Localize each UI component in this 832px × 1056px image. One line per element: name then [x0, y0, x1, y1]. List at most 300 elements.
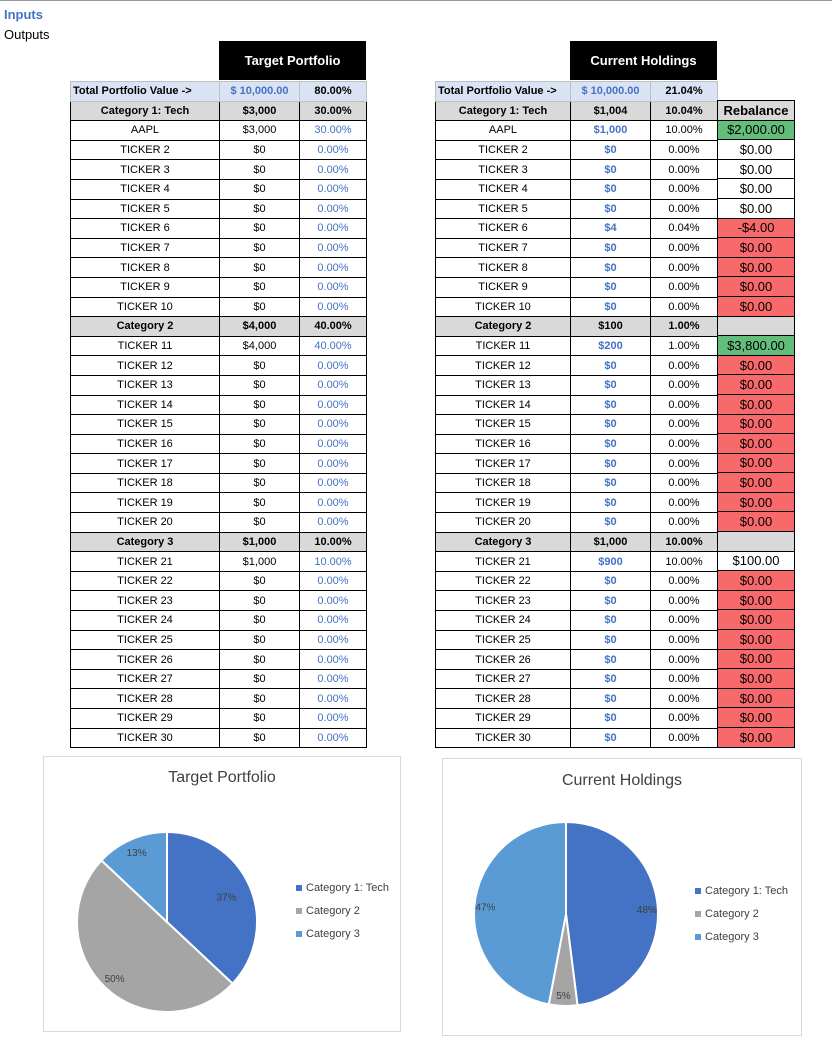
- table-row: [71, 277, 367, 297]
- ticker-name: TICKER 19: [436, 493, 571, 513]
- ticker-name[interactable]: TICKER 10: [71, 297, 220, 317]
- target-percent: 0.00%: [300, 219, 367, 239]
- target-value[interactable]: $0: [220, 493, 300, 513]
- table-row: [436, 199, 718, 219]
- rebalance-amount: $0.00: [718, 179, 795, 199]
- ticker-name[interactable]: TICKER 2: [71, 140, 220, 160]
- table-row: [436, 571, 718, 591]
- ticker-name[interactable]: TICKER 27: [71, 669, 220, 689]
- rebalance-row: [718, 238, 795, 258]
- current-value[interactable]: $0: [571, 415, 651, 435]
- legend-swatch-icon: [296, 908, 302, 914]
- legend-entry: [296, 882, 389, 894]
- ticker-name: TICKER 4: [436, 179, 571, 199]
- target-percent: 0.00%: [300, 493, 367, 513]
- current-value[interactable]: $0: [571, 277, 651, 297]
- current-value[interactable]: $0: [571, 454, 651, 474]
- current-value[interactable]: $0: [571, 689, 651, 709]
- table-row: [71, 591, 367, 611]
- target-value[interactable]: $0: [220, 375, 300, 395]
- current-percent: 10.00%: [651, 121, 718, 141]
- target-percent: 10.00%: [300, 532, 367, 552]
- rebalance-row: [718, 492, 795, 512]
- table-row: [71, 552, 367, 572]
- pie-data-label: 13%: [126, 847, 147, 859]
- current-percent: 0.00%: [651, 473, 718, 493]
- rebalance-amount: [718, 532, 795, 552]
- target-value[interactable]: $0: [220, 513, 300, 533]
- target-percent: 0.00%: [300, 179, 367, 199]
- table-row: [436, 513, 718, 533]
- current-percent: 0.00%: [651, 434, 718, 454]
- target-value[interactable]: $0: [220, 630, 300, 650]
- table-row: [436, 160, 718, 180]
- current-percent: 0.00%: [651, 297, 718, 317]
- table-row: [71, 336, 367, 356]
- current-value[interactable]: $0: [571, 709, 651, 729]
- current-percent: 0.00%: [651, 160, 718, 180]
- ticker-name[interactable]: TICKER 28: [71, 689, 220, 709]
- rebalance-row: [718, 375, 795, 395]
- target-percent: 30.00%: [300, 101, 367, 121]
- target-value[interactable]: $0: [220, 454, 300, 474]
- ticker-name[interactable]: TICKER 29: [71, 709, 220, 729]
- current-total-pct: 21.04%: [651, 82, 718, 102]
- target-value[interactable]: $1,000: [220, 552, 300, 572]
- target-value[interactable]: $0: [220, 571, 300, 591]
- rebalance-row: [718, 120, 795, 140]
- current-value[interactable]: $0: [571, 395, 651, 415]
- pie-data-label: 50%: [104, 973, 125, 985]
- target-pie-svg: [44, 757, 402, 1033]
- rebalance-amount: $0.00: [718, 649, 795, 669]
- ticker-name: TICKER 30: [436, 728, 571, 748]
- current-percent: 0.00%: [651, 571, 718, 591]
- target-percent: 0.00%: [300, 238, 367, 258]
- rebalance-row: [718, 453, 795, 473]
- target-value[interactable]: $0: [220, 277, 300, 297]
- current-percent: 0.00%: [651, 513, 718, 533]
- current-percent: 0.00%: [651, 140, 718, 160]
- ticker-name: TICKER 9: [436, 277, 571, 297]
- current-percent: 0.00%: [651, 611, 718, 631]
- legend-entry: [695, 908, 759, 920]
- ticker-name[interactable]: TICKER 6: [71, 219, 220, 239]
- ticker-name[interactable]: TICKER 23: [71, 591, 220, 611]
- ticker-name[interactable]: TICKER 18: [71, 473, 220, 493]
- outputs-label: Outputs: [4, 27, 50, 42]
- rebalance-header: Rebalance: [718, 101, 795, 121]
- target-percent: 0.00%: [300, 709, 367, 729]
- target-percent: 0.00%: [300, 454, 367, 474]
- rebalance-amount: $3,800.00: [718, 336, 795, 356]
- rebalance-amount: $0.00: [718, 277, 795, 297]
- current-percent: 0.00%: [651, 258, 718, 278]
- target-percent: 0.00%: [300, 415, 367, 435]
- current-value[interactable]: $0: [571, 179, 651, 199]
- rebalance-amount: $0.00: [718, 492, 795, 512]
- current-value[interactable]: $0: [571, 513, 651, 533]
- target-value[interactable]: $0: [220, 650, 300, 670]
- current-value[interactable]: $0: [571, 297, 651, 317]
- rebalance-row: [718, 590, 795, 610]
- target-percent: 0.00%: [300, 630, 367, 650]
- target-percent: 0.00%: [300, 689, 367, 709]
- current-percent: 0.00%: [651, 375, 718, 395]
- legend-entry: [695, 931, 759, 943]
- table-row: [71, 258, 367, 278]
- ticker-name: TICKER 11: [436, 336, 571, 356]
- target-portfolio-chart[interactable]: [43, 756, 401, 1032]
- current-value[interactable]: $0: [571, 140, 651, 160]
- ticker-name: TICKER 12: [436, 356, 571, 376]
- category-row: [436, 532, 718, 552]
- rebalance-amount: -$4.00: [718, 218, 795, 238]
- table-row: [71, 356, 367, 376]
- current-value[interactable]: $0: [571, 571, 651, 591]
- target-percent: 0.00%: [300, 356, 367, 376]
- current-percent: 10.04%: [651, 101, 718, 121]
- ticker-name[interactable]: TICKER 7: [71, 238, 220, 258]
- rebalance-row: [718, 159, 795, 179]
- table-row: [71, 571, 367, 591]
- target-value[interactable]: $0: [220, 415, 300, 435]
- current-value[interactable]: $0: [571, 238, 651, 258]
- current-percent: 0.00%: [651, 591, 718, 611]
- rebalance-row: [718, 198, 795, 218]
- current-value: $100: [571, 317, 651, 337]
- current-percent: 0.00%: [651, 395, 718, 415]
- ticker-name[interactable]: AAPL: [71, 121, 220, 141]
- table-row: [436, 140, 718, 160]
- current-percent: 0.00%: [651, 709, 718, 729]
- ticker-name: TICKER 16: [436, 434, 571, 454]
- inputs-label: Inputs: [4, 7, 43, 22]
- category-row: [436, 317, 718, 337]
- rebalance-row: [718, 551, 795, 571]
- rebalance-amount: $0.00: [718, 473, 795, 493]
- table-row: [436, 434, 718, 454]
- table-row: [436, 591, 718, 611]
- table-row: [436, 709, 718, 729]
- current-holdings-table: [435, 81, 718, 748]
- table-row: [71, 179, 367, 199]
- rebalance-column: [717, 100, 795, 748]
- ticker-name[interactable]: TICKER 8: [71, 258, 220, 278]
- target-value[interactable]: $3,000: [220, 121, 300, 141]
- pie-data-label: 47%: [475, 902, 496, 914]
- target-percent: 0.00%: [300, 611, 367, 631]
- target-value[interactable]: $0: [220, 199, 300, 219]
- current-value: $1,004: [571, 101, 651, 121]
- current-percent: 1.00%: [651, 317, 718, 337]
- rebalance-amount: $0.00: [718, 571, 795, 591]
- ticker-name[interactable]: TICKER 16: [71, 434, 220, 454]
- table-row: [71, 121, 367, 141]
- rebalance-amount: $0.00: [718, 296, 795, 316]
- rebalance-amount: $0.00: [718, 198, 795, 218]
- ticker-name: TICKER 17: [436, 454, 571, 474]
- rebalance-amount: $0.00: [718, 512, 795, 532]
- current-value[interactable]: $200: [571, 336, 651, 356]
- target-value[interactable]: $0: [220, 473, 300, 493]
- ticker-name[interactable]: TICKER 12: [71, 356, 220, 376]
- target-value[interactable]: $0: [220, 395, 300, 415]
- current-value[interactable]: $0: [571, 728, 651, 748]
- target-percent: 0.00%: [300, 277, 367, 297]
- target-value[interactable]: $0: [220, 140, 300, 160]
- rebalance-row: [718, 708, 795, 728]
- current-value[interactable]: $0: [571, 258, 651, 278]
- target-percent: 0.00%: [300, 199, 367, 219]
- rebalance-amount: $0.00: [718, 688, 795, 708]
- target-value[interactable]: $0: [220, 356, 300, 376]
- target-value[interactable]: $0: [220, 179, 300, 199]
- table-row: [71, 160, 367, 180]
- category-row: [436, 101, 718, 121]
- table-row: [436, 121, 718, 141]
- ticker-name[interactable]: TICKER 22: [71, 571, 220, 591]
- rebalance-row: [718, 101, 795, 121]
- target-value[interactable]: $0: [220, 434, 300, 454]
- chart-title: Current Holdings: [561, 772, 683, 789]
- current-value[interactable]: $0: [571, 375, 651, 395]
- ticker-name: TICKER 8: [436, 258, 571, 278]
- rebalance-amount: $0.00: [718, 257, 795, 277]
- ticker-name[interactable]: TICKER 24: [71, 611, 220, 631]
- rebalance-amount: $0.00: [718, 669, 795, 689]
- ticker-name[interactable]: TICKER 25: [71, 630, 220, 650]
- table-row: [436, 395, 718, 415]
- ticker-name: TICKER 26: [436, 650, 571, 670]
- ticker-name: TICKER 6: [436, 219, 571, 239]
- table-row: [436, 356, 718, 376]
- ticker-name[interactable]: TICKER 26: [71, 650, 220, 670]
- rebalance-row: [718, 218, 795, 238]
- table-row: [436, 669, 718, 689]
- chart-title: Target Portfolio: [168, 769, 276, 786]
- ticker-name[interactable]: TICKER 13: [71, 375, 220, 395]
- target-value[interactable]: $0: [220, 669, 300, 689]
- current-value[interactable]: $0: [571, 473, 651, 493]
- rebalance-row: [718, 649, 795, 669]
- ticker-name: Category 3: [71, 532, 220, 552]
- table-row: [71, 415, 367, 435]
- target-value[interactable]: $0: [220, 160, 300, 180]
- table-row: [71, 434, 367, 454]
- current-percent: 0.00%: [651, 689, 718, 709]
- legend-label: Category 1: Tech: [705, 885, 788, 897]
- current-percent: 0.00%: [651, 630, 718, 650]
- ticker-name: TICKER 5: [436, 199, 571, 219]
- rebalance-amount: $0.00: [718, 590, 795, 610]
- target-percent: 30.00%: [300, 121, 367, 141]
- ticker-name[interactable]: TICKER 5: [71, 199, 220, 219]
- table-row: [71, 375, 367, 395]
- legend-swatch-icon: [296, 931, 302, 937]
- ticker-name[interactable]: TICKER 4: [71, 179, 220, 199]
- current-percent: 0.00%: [651, 179, 718, 199]
- rebalance-amount: $0.00: [718, 453, 795, 473]
- table-row: [436, 277, 718, 297]
- current-percent: 0.00%: [651, 728, 718, 748]
- current-value[interactable]: $0: [571, 650, 651, 670]
- table-row: [436, 415, 718, 435]
- rebalance-amount: $0.00: [718, 708, 795, 728]
- current-percent: 0.00%: [651, 415, 718, 435]
- legend-swatch-icon: [695, 888, 701, 894]
- current-percent: 1.00%: [651, 336, 718, 356]
- ticker-name[interactable]: TICKER 21: [71, 552, 220, 572]
- target-value: $1,000: [220, 532, 300, 552]
- ticker-name[interactable]: TICKER 3: [71, 160, 220, 180]
- current-value: $1,000: [571, 532, 651, 552]
- target-percent: 40.00%: [300, 336, 367, 356]
- current-value[interactable]: $0: [571, 591, 651, 611]
- target-percent: 0.00%: [300, 669, 367, 689]
- rebalance-amount: $0.00: [718, 355, 795, 375]
- target-value[interactable]: $0: [220, 728, 300, 748]
- table-row: [436, 630, 718, 650]
- rebalance-row: [718, 316, 795, 336]
- target-percent: 0.00%: [300, 571, 367, 591]
- table-row: [436, 689, 718, 709]
- legend-entry: [296, 928, 360, 940]
- current-percent: 0.00%: [651, 669, 718, 689]
- current-total-value: $ 10,000.00: [571, 82, 651, 102]
- current-pie-svg: [443, 759, 803, 1037]
- category-row: [71, 317, 367, 337]
- table-row: [71, 199, 367, 219]
- rebalance-row: [718, 532, 795, 552]
- ticker-name: TICKER 28: [436, 689, 571, 709]
- table-row: [71, 140, 367, 160]
- target-portfolio-table: [70, 81, 367, 748]
- ticker-name[interactable]: TICKER 11: [71, 336, 220, 356]
- current-value[interactable]: $0: [571, 611, 651, 631]
- rebalance-amount: $0.00: [718, 728, 795, 748]
- target-value[interactable]: $0: [220, 297, 300, 317]
- ticker-name: TICKER 21: [436, 552, 571, 572]
- rebalance-row: [718, 414, 795, 434]
- current-value[interactable]: $900: [571, 552, 651, 572]
- target-value[interactable]: $4,000: [220, 336, 300, 356]
- current-percent: 10.00%: [651, 532, 718, 552]
- category-row: [71, 101, 367, 121]
- ticker-name: TICKER 22: [436, 571, 571, 591]
- rebalance-amount: $0.00: [718, 610, 795, 630]
- target-percent: 0.00%: [300, 434, 367, 454]
- ticker-name: TICKER 10: [436, 297, 571, 317]
- ticker-name[interactable]: TICKER 20: [71, 513, 220, 533]
- rebalance-row: [718, 571, 795, 591]
- ticker-name: TICKER 25: [436, 630, 571, 650]
- target-total-label: Total Portfolio Value ->: [71, 82, 220, 102]
- legend-label: Category 3: [306, 928, 360, 940]
- rebalance-amount: $0.00: [718, 630, 795, 650]
- target-total-row: [71, 82, 367, 102]
- rebalance-amount: $100.00: [718, 551, 795, 571]
- ticker-name: TICKER 18: [436, 473, 571, 493]
- ticker-name: TICKER 23: [436, 591, 571, 611]
- table-row: [436, 258, 718, 278]
- target-value[interactable]: $0: [220, 591, 300, 611]
- legend-entry: [695, 885, 788, 897]
- current-value[interactable]: $0: [571, 199, 651, 219]
- target-value[interactable]: $0: [220, 611, 300, 631]
- legend-swatch-icon: [296, 885, 302, 891]
- target-value[interactable]: $0: [220, 238, 300, 258]
- target-percent: 0.00%: [300, 728, 367, 748]
- table-row: [436, 493, 718, 513]
- current-total-row: [436, 82, 718, 102]
- table-row: [71, 454, 367, 474]
- target-percent: 0.00%: [300, 591, 367, 611]
- rebalance-row: [718, 257, 795, 277]
- ticker-name[interactable]: TICKER 19: [71, 493, 220, 513]
- rebalance-row: [718, 610, 795, 630]
- rebalance-row: [718, 140, 795, 160]
- table-row: [71, 219, 367, 239]
- target-value[interactable]: $0: [220, 219, 300, 239]
- table-row: [71, 630, 367, 650]
- ticker-name: Category 1: Tech: [436, 101, 571, 121]
- current-holdings-chart[interactable]: [442, 758, 802, 1036]
- ticker-name: Category 2: [436, 317, 571, 337]
- current-value[interactable]: $0: [571, 434, 651, 454]
- rebalance-amount: [718, 316, 795, 336]
- current-percent: 0.00%: [651, 277, 718, 297]
- legend-label: Category 1: Tech: [306, 882, 389, 894]
- target-percent: 0.00%: [300, 513, 367, 533]
- current-value[interactable]: $0: [571, 160, 651, 180]
- ticker-name[interactable]: TICKER 14: [71, 395, 220, 415]
- target-value[interactable]: $0: [220, 689, 300, 709]
- target-total-pct: 80.00%: [300, 82, 367, 102]
- current-value[interactable]: $0: [571, 356, 651, 376]
- ticker-name[interactable]: TICKER 17: [71, 454, 220, 474]
- current-percent: 10.00%: [651, 552, 718, 572]
- table-row: [436, 454, 718, 474]
- rebalance-row: [718, 688, 795, 708]
- table-row: [71, 669, 367, 689]
- current-value[interactable]: $1,000: [571, 121, 651, 141]
- ticker-name[interactable]: TICKER 15: [71, 415, 220, 435]
- table-row: [436, 728, 718, 748]
- target-value[interactable]: $0: [220, 258, 300, 278]
- ticker-name[interactable]: TICKER 9: [71, 277, 220, 297]
- ticker-name[interactable]: TICKER 30: [71, 728, 220, 748]
- current-percent: 0.00%: [651, 356, 718, 376]
- current-value[interactable]: $0: [571, 630, 651, 650]
- target-total-value[interactable]: $ 10,000.00: [220, 82, 300, 102]
- target-percent: 0.00%: [300, 650, 367, 670]
- rebalance-row: [718, 512, 795, 532]
- pie-data-label: 5%: [556, 990, 571, 1002]
- table-row: [436, 611, 718, 631]
- target-value[interactable]: $0: [220, 709, 300, 729]
- current-value[interactable]: $4: [571, 219, 651, 239]
- target-value: $4,000: [220, 317, 300, 337]
- ticker-name: TICKER 7: [436, 238, 571, 258]
- table-row: [436, 336, 718, 356]
- current-value[interactable]: $0: [571, 669, 651, 689]
- target-percent: 10.00%: [300, 552, 367, 572]
- current-value[interactable]: $0: [571, 493, 651, 513]
- table-row: [436, 179, 718, 199]
- target-percent: 40.00%: [300, 317, 367, 337]
- rebalance-amount: $2,000.00: [718, 120, 795, 140]
